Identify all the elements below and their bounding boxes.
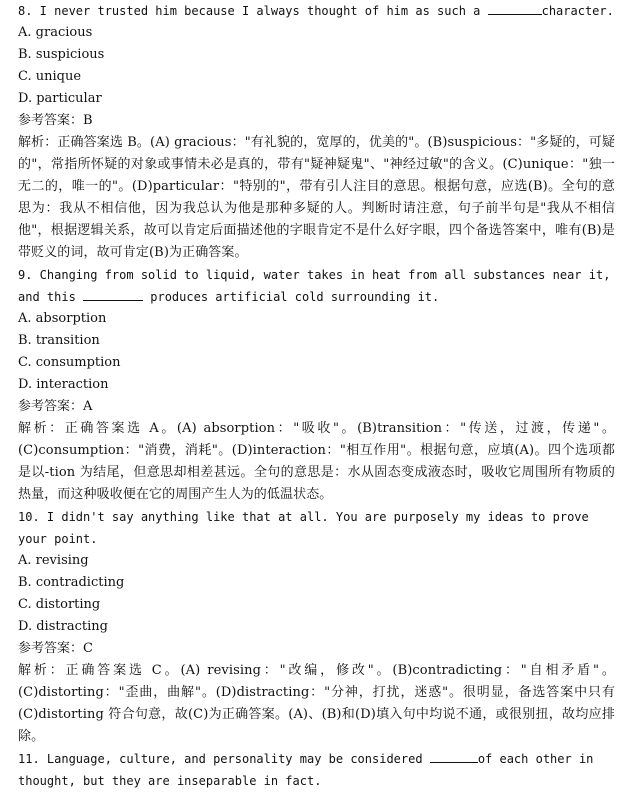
explanation: 解析：正确答案选 C。(A) revising："改编，修改"。(B)contradicting："自相矛盾"。(C)distorting："歪曲，曲解"。(D)distracting："分神，打扰，迷惑"。很明显，备选答案中只有(C)distorting 符合句意，故(C)为正确答案。(A)、(B)和(D)填入句中均说不通，或很别扭，故均应排除。 bbox=[18, 663, 615, 744]
stem-text-after: produces artificial cold surrounding it. bbox=[143, 290, 440, 304]
option-b: B. suspicious bbox=[18, 47, 105, 62]
stem-text-before: 9. Changing from solid to liquid, water takes in heat from all substances near it, and this bbox=[18, 268, 611, 304]
option-d: D. particular bbox=[18, 91, 102, 106]
option-b: B. contradicting bbox=[18, 575, 125, 590]
question-stem bbox=[18, 264, 615, 308]
option-d: D. distracting bbox=[18, 619, 108, 634]
explanation: 解析：正确答案选 A。(A) absorption："吸收"。(B)transition："传送，过渡，传递"。(C)consumption："消费，消耗"。(D)interaction："相互作用"。根据句意，应填(A)。四个选项都是以-tion 为结尾，但意思却相差甚远。全句的意思是：水从固态变成液态时，吸收它周围所有物质的热量，而这种吸收便在它的周围产生人为的低温状态。 bbox=[18, 421, 615, 502]
option-c: C. consumption bbox=[18, 355, 121, 370]
question-9 bbox=[18, 264, 615, 506]
explanation: 解析：正确答案选 B。(A) gracious："有礼貌的，宽厚的，优美的"。(B)suspicious："多疑的，可疑的"，常指所怀疑的对象或事情未必是真的，带有"疑神疑鬼"、"神经过敏"的含义。(C)unique："独一无二的，唯一的"。(D)particular："特别的"，带有引人注目的意思。根据句意，应选(B)。全句的意思为：我从不相信他，因为我总认为他是那种多疑的人。判断时请注意，句子前半句是"我从不相信他"，根据逻辑关系，故可以肯定后面描述他的字眼肯定不是什么好字眼，四个备选答案中，唯有(B)是带贬义的词，故可肯定(B)为正确答案。 bbox=[18, 135, 615, 260]
option-a: A. gracious bbox=[18, 25, 93, 40]
reference-answer: 参考答案：A bbox=[18, 399, 93, 414]
option-b: B. transition bbox=[18, 333, 100, 348]
reference-answer: 参考答案：B bbox=[18, 113, 93, 128]
answer-blank bbox=[83, 288, 143, 301]
option-a: A. revising bbox=[18, 553, 89, 568]
stem-text-after: of each other in thought, but they are inseparable in fact. bbox=[18, 752, 594, 788]
question-stem bbox=[18, 0, 615, 22]
question-11 bbox=[18, 748, 615, 792]
option-c: C. distorting bbox=[18, 597, 101, 612]
question-stem bbox=[18, 748, 615, 792]
option-d: D. interaction bbox=[18, 377, 109, 392]
question-8 bbox=[18, 0, 615, 264]
option-a: A. absorption bbox=[18, 311, 107, 326]
option-c: C. unique bbox=[18, 69, 82, 84]
answer-blank bbox=[430, 750, 478, 763]
question-10 bbox=[18, 506, 615, 748]
stem-text-before: 11. Language, culture, and personality may be considered bbox=[18, 752, 430, 766]
answer-blank bbox=[488, 2, 542, 15]
reference-answer: 参考答案：C bbox=[18, 641, 93, 656]
question-stem: 10. I didn't say anything like that at all. You are purposely my ideas to prove your point. bbox=[18, 510, 589, 546]
stem-text-before: 8. I never trusted him because I always thought of him as such a bbox=[18, 4, 488, 18]
stem-text-after: character. bbox=[541, 4, 614, 18]
